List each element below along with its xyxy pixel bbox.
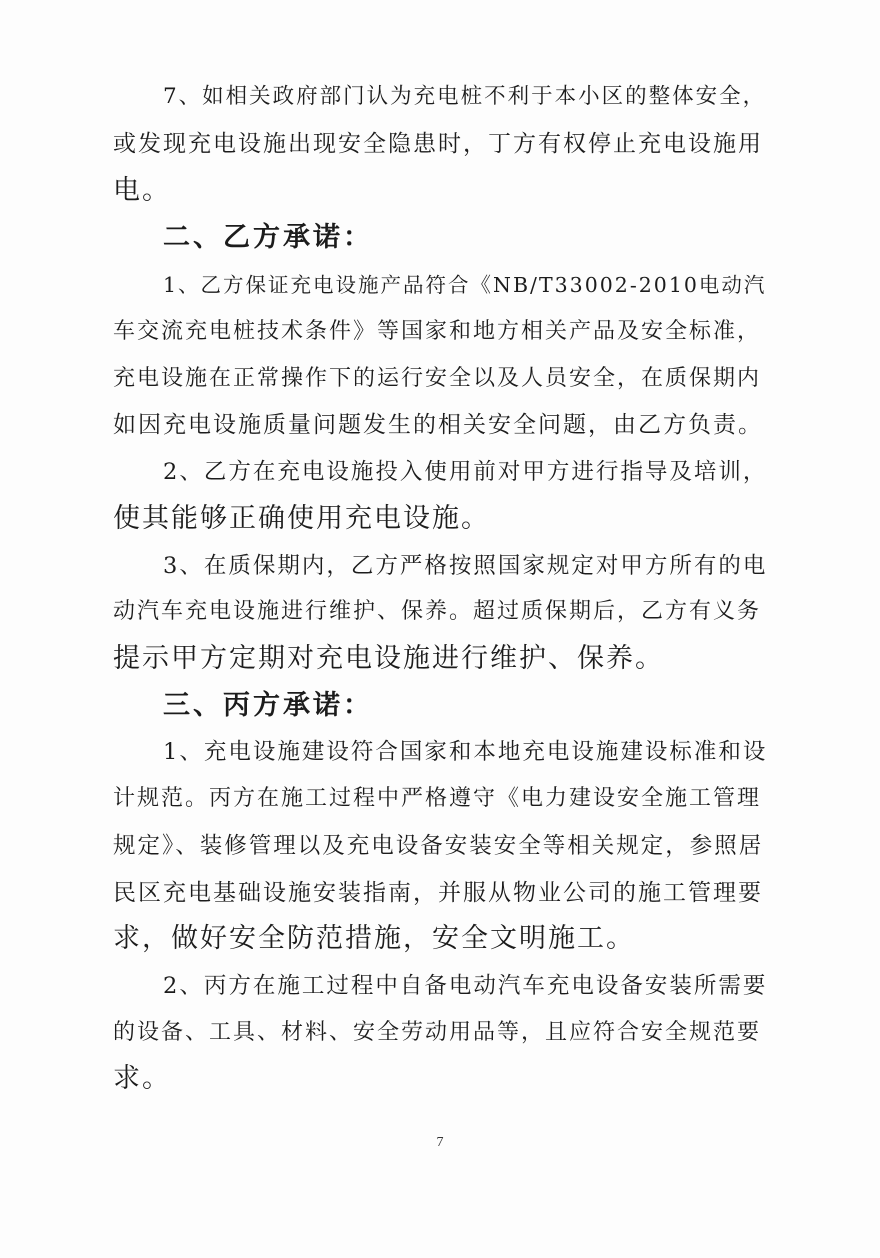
text-line: 1、乙方保证充电设施产品符合《NB/T33002-2010电动汽: [163, 273, 767, 297]
text-line: 提示甲方定期对充电设施进行维护、保养。: [113, 643, 664, 674]
text-line: 民区充电基础设施安装指南，并服从物业公司的施工管理要: [113, 880, 763, 906]
text-line: 7、如相关政府部门认为充电桩不利于本小区的整体安全，: [163, 84, 767, 109]
text-line: 或发现充电设施出现安全隐患时，丁方有权停止充电设施用: [113, 131, 763, 157]
text-line: 的设备、工具、材料、安全劳动用品等，且应符合安全规范要: [113, 1020, 762, 1045]
text-line: 计规范。丙方在施工过程中严格遵守《电力建设安全施工管理: [113, 786, 762, 811]
section-heading: 二、乙方承诺：: [163, 222, 373, 253]
text-line: 2、乙方在充电设施投入使用前对甲方进行指导及培训，: [163, 459, 768, 485]
text-line: 使其能够正确使用充电设施。: [113, 503, 490, 534]
text-line: 规定》、装修管理以及充电设备安装安全等相关规定，参照居: [113, 833, 764, 859]
section-heading: 三、丙方承诺：: [163, 690, 373, 721]
page-number: 7: [436, 1135, 444, 1150]
text-line: 电。: [113, 175, 171, 206]
text-line: 求。: [113, 1063, 171, 1094]
text-line: 1、充电设施建设符合国家和本地充电设施建设标准和设: [163, 739, 768, 765]
text-line: 3、在质保期内，乙方严格按照国家规定对甲方所有的电: [163, 553, 768, 579]
text-line: 如因充电设施质量问题发生的相关安全问题，由乙方负责。: [113, 412, 763, 438]
text-line: 2、丙方在施工过程中自备电动汽车充电设备安装所需要: [163, 973, 768, 999]
text-line: 车交流充电桩技术条件》等国家和地方相关产品及安全标准，: [113, 319, 762, 344]
text-line: 求，做好安全防范措施，安全文明施工。: [113, 923, 635, 954]
text-line: 充电设施在正常操作下的运行安全以及人员安全，在质保期内: [113, 366, 762, 391]
text-line: 动汽车充电设施进行维护、保养。超过质保期后，乙方有义务: [113, 599, 762, 624]
